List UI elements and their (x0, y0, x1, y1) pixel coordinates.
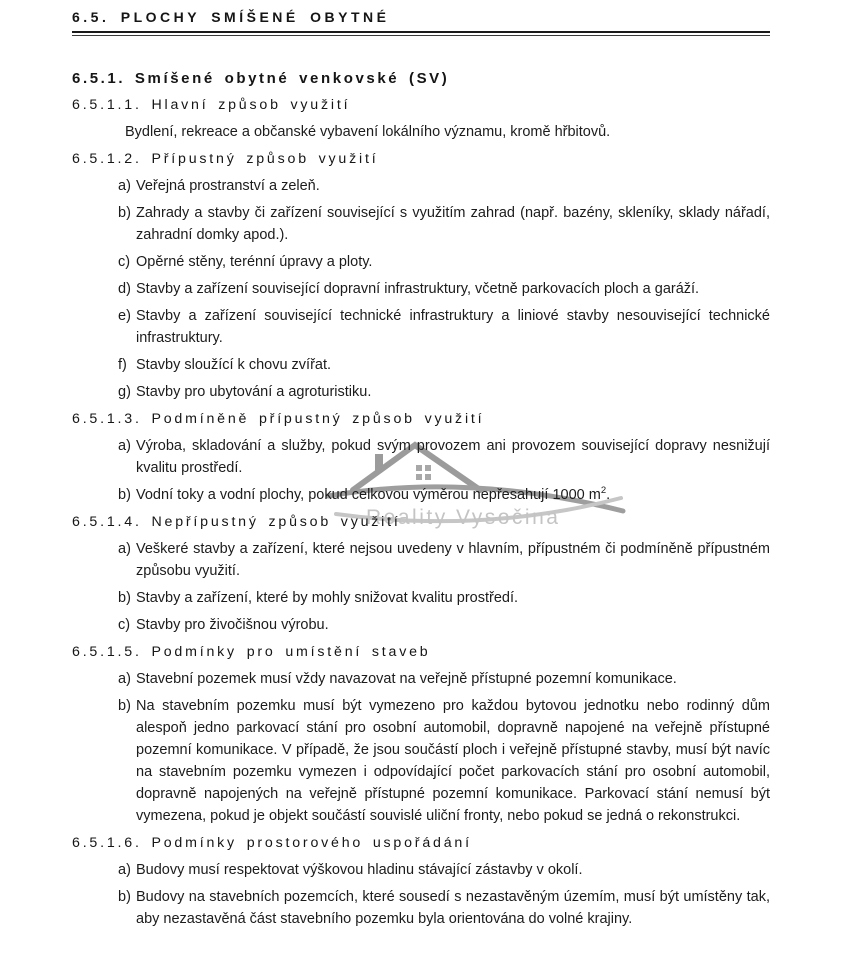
list-item (72, 587, 770, 609)
item-label: a) (118, 862, 131, 878)
item-text: Zahrady a stavby či zařízení související s využitím zahrad (např. bazény, skleníky, sklady nářadí, zahradní domky apod.). (136, 205, 770, 243)
item-label: b) (118, 487, 131, 503)
title-rule (72, 31, 770, 36)
list-item (72, 859, 770, 881)
list-item (72, 354, 770, 376)
list-item (72, 668, 770, 690)
item-label: b) (118, 889, 131, 905)
list-item (72, 278, 770, 300)
list-item (72, 886, 770, 930)
list-item (72, 614, 770, 636)
item-label: g) (118, 384, 131, 400)
list-item (72, 695, 770, 827)
item-label: b) (118, 590, 131, 606)
item-text (136, 487, 610, 503)
section-heading-6515: 6.5.1.5. Podmínky pro umístění staveb (72, 644, 431, 660)
item-text: Výroba, skladování a služby, pokud svým provozem ani provozem související dopravy nesnižují kvalitu prostředí. (136, 438, 770, 476)
item-text: Stavby a zařízení související dopravní infrastruktury, včetně parkovacích ploch a garáží. (136, 281, 700, 297)
item-label: d) (118, 281, 131, 297)
item-label: a) (118, 541, 131, 557)
section-heading-6514: 6.5.1.4. Nepřípustný způsob využití (72, 514, 401, 530)
section-heading-6512: 6.5.1.2. Přípustný způsob využití (72, 151, 379, 167)
item-text: Budovy na stavebních pozemcích, které sousedí s nezastavěným územím, musí být umístěny tak, aby nezastavěná část stavebního pozemku byla orientována do volné krajiny. (136, 889, 770, 927)
item-label: f) (118, 357, 127, 373)
subsection-heading: 6.5.1. Smíšené obytné venkovské (SV) (72, 70, 450, 87)
document-title: 6.5. PLOCHY SMÍŠENÉ OBYTNÉ (72, 9, 390, 25)
item-label: a) (118, 178, 131, 194)
item-label: c) (118, 617, 131, 633)
item-text-tail: . (606, 487, 611, 503)
list-item (72, 251, 770, 273)
section-heading-6513: 6.5.1.3. Podmíněně přípustný způsob využití (72, 411, 485, 427)
list-item (72, 538, 770, 582)
item-label: e) (118, 308, 131, 324)
paragraph-main-use: Bydlení, rekreace a občanské vybavení lokálního významu, kromě hřbitovů. (125, 124, 611, 140)
item-text: Stavby a zařízení, které by mohly snižovat kvalitu prostředí. (136, 590, 518, 606)
item-text: Veškeré stavby a zařízení, které nejsou uvedeny v hlavním, přípustném či podmíněně přípustném způsobu využití. (136, 541, 770, 579)
item-text: Na stavebním pozemku musí být vymezeno pro každou bytovou jednotku nebo rodinný dům alespoň jedno parkovací stání pro osobní automobil, dopravně napojené na veřejně přístupné pozemní komunikace. V případě, že jsou součástí ploch i veřejně přístupné stavby, musí být navíc na stavebním pozemku vymezen i odpovídající počet parkovacích stání pro osobní automobil, dopravně napojených na veřejně přístupné pozemní komunikace. Parkovací stání nemusí být vymezena, pokud je objekt součástí souvislé uliční fronty, nebo pokud se jedná o rekonstrukci. (136, 698, 770, 824)
item-label: c) (118, 254, 131, 270)
item-label: a) (118, 438, 131, 454)
item-text: Stavební pozemek musí vždy navazovat na veřejně přístupné pozemní komunikace. (136, 671, 677, 687)
superscript: 2 (600, 485, 607, 497)
list-item (72, 381, 770, 403)
list-item (72, 305, 770, 349)
item-label: b) (118, 698, 131, 714)
section-heading-6516: 6.5.1.6. Podmínky prostorového uspořádání (72, 835, 472, 851)
item-text: Stavby a zařízení související technické infrastruktury a liniové stavby nesouvisející technické infrastruktury. (136, 308, 770, 346)
item-text: Opěrné stěny, terénní úpravy a ploty. (136, 254, 373, 270)
item-text: Veřejná prostranství a zeleň. (136, 178, 320, 194)
watermark-text: Reality Vysočina (366, 506, 561, 529)
list-item (72, 202, 770, 246)
section-heading-6511: 6.5.1.1. Hlavní způsob využití (72, 97, 351, 113)
item-label: a) (118, 671, 131, 687)
list-item (72, 484, 770, 506)
item-text: Stavby pro ubytování a agroturistiku. (136, 384, 372, 400)
list-item (72, 435, 770, 479)
item-text: Budovy musí respektovat výškovou hladinu stávající zástavby v okolí. (136, 862, 583, 878)
item-label: b) (118, 205, 131, 221)
item-text: Stavby pro živočišnou výrobu. (136, 617, 329, 633)
list-item (72, 175, 770, 197)
item-text-part: Vodní toky a vodní plochy, pokud celkovou výměrou nepřesahují 1000 m (136, 487, 601, 503)
item-text: Stavby sloužící k chovu zvířat. (136, 357, 332, 373)
